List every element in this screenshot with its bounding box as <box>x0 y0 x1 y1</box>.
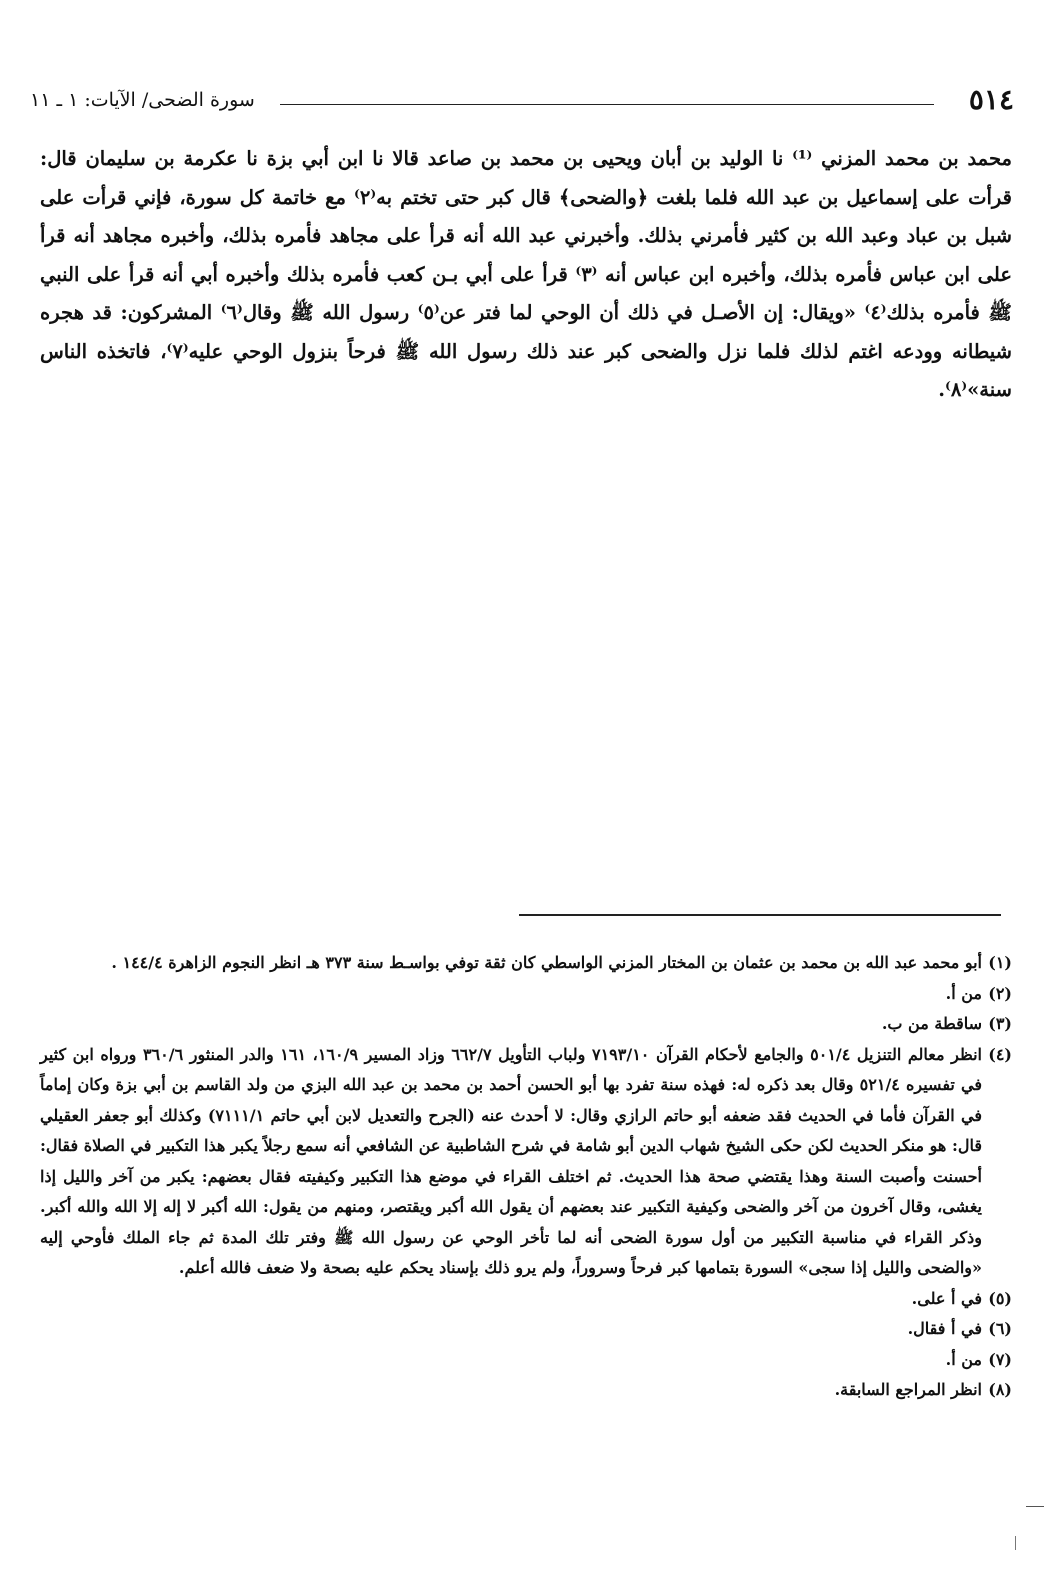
footnote-text: انظر المراجع السابقة. <box>834 1380 982 1399</box>
footnote-1 <box>40 948 1012 979</box>
margin-mark <box>1026 1506 1044 1507</box>
footnote-number: (٦) <box>988 1319 1012 1338</box>
footnote-5 <box>40 1284 1012 1315</box>
footnote-3 <box>40 1009 1012 1040</box>
footnote-number: (٧) <box>988 1349 1012 1369</box>
main-paragraph: محمد بن محمد المزني ⁽¹⁾ نا الوليد بن أبان ويحيى بن محمد بن صاعد قالا نا ابن أبي بزة نا عكرمة بن سليمان قال: قرأت على إسماعيل بن عبد الله فلما بلغت ﴿والضحى﴾ قال كبر حتى تختم به⁽٢⁾ مع خاتمة كل سورة، فإني قرأت على شبل بن عباد وعبد الله بن كثير فأمرني بذلك. وأخبرني عبد الله أنه قرأ على مجاهد فأمره بذلك، وأخبره مجاهد أنه قرأ على ابن عباس فأمره بذلك، وأخبره ابن عباس أنه ⁽٣⁾ قرأ على أبي بـن كعب فأمره بذلك وأخبره أبي أنه قرأ على النبي ﷺ فأمره بذلك⁽٤⁾ «ويقال: إن الأصـل في ذلك أن الوحي لما فتر عن⁽٥⁾ رسول الله ﷺ وقال⁽٦⁾ المشركون: قد هجره شيطانه وودعه اغتم لذلك فلما نزل والضحى كبر عند ذلك رسول الله ﷺ فرحاً بنزول الوحي عليه⁽٧⁾، فاتخذه الناس سنة»⁽٨⁾. <box>40 147 1013 401</box>
footnote-text: في أ فقال. <box>907 1319 982 1338</box>
footnote-text: من أ. <box>945 983 982 1003</box>
footnote-number: (٤) <box>988 1044 1012 1064</box>
header-rule <box>280 104 934 105</box>
footnote-text: ساقطة من ب. <box>881 1014 982 1033</box>
footnote-number: (٣) <box>988 1014 1012 1033</box>
footnote-number: (٥) <box>988 1288 1012 1308</box>
footnote-number: (٨) <box>988 1380 1012 1399</box>
footnote-text: انظر معالم التنزيل ٥٠١/٤ والجامع لأحكام القرآن ٧١٩٣/١٠ ولباب التأويل ٦٦٢/٧ وزاد المسير ١٦٠/٩، ١٦١ والدر المنثور ٣٦٠/٦ ورواه ابن كثير في تفسيره ٥٢١/٤ وقال بعد ذكره له: فهذه سنة تفرد بها أبو الحسن أحمد بن محمد بن عبد الله البزي من ولد القاسم بن أبي بزة وكان إماماً في القرآن فأما في الحديث فقد ضعفه أبو حاتم الرازي وقال: لا أحدث عنه (الجرح والتعديل لابن أبي حاتم ٧١١١/١) وكذلك أبو جعفر العقيلي قال: هو منكر الحديث لكن حكى الشيخ شهاب الدين أبو شامة في شرح الشاطبية عن الشافعي أنه سمع رجلاً يكبر هذا التكبير في الصلاة فقال: أحسنت وأصبت السنة وهذا يقتضي صحة هذا الحديث. ثم اختلف القراء في موضع هذا التكبير وكيفيته فقال بعضهم: يكبر من آخر والليل إذا يغشى، وقال آخرون من آخر والضحى وكيفية التكبير عند بعضهم أن يقول الله أكبر ويقتصر، ومنهم من يقول: الله أكبر لا إله إلا الله والله أكبر. وذكر القراء في مناسبة التكبير من أول سورة الضحى أنه لما تأخر الوحي عن رسول الله ﷺ وفتر تلك المدة ثم جاء الملك فأوحي إليه «والضحى والليل إذا سجى» السورة بتمامها كبر فرحاً وسروراً، ولم يرو ذلك بإسناد يحكم عليه بصحة ولا ضعف فالله أعلم. <box>40 1044 983 1277</box>
footnote-number: (١) <box>988 953 1012 972</box>
footnote-2 <box>40 979 1012 1010</box>
running-title: سورة الضحى/ الآيات: ١ ـ ١١ <box>30 89 255 111</box>
footnote-7 <box>40 1345 1012 1376</box>
page-number: ٥١٤ <box>968 83 1014 116</box>
footnote-number: (٢) <box>988 983 1012 1003</box>
page-header <box>30 82 1014 122</box>
footnote-text: في أ على. <box>911 1288 982 1308</box>
footnote-4 <box>40 1040 1012 1284</box>
footnote-separator <box>519 914 1001 916</box>
footnote-text: أبو محمد عبد الله بن محمد بن عثمان بن المختار المزني الواسطي كان ثقة توفي بواسـط سنة ٣٧٣ هـ انظر النجوم الزاهرة ١٤٤/٤ . <box>111 953 982 972</box>
margin-tick <box>1015 1536 1016 1550</box>
footnotes-section <box>40 948 1012 1406</box>
footnote-text: من أ. <box>945 1349 982 1369</box>
footnote-8 <box>40 1375 1012 1406</box>
main-body <box>40 140 1012 410</box>
footnote-6 <box>40 1314 1012 1345</box>
